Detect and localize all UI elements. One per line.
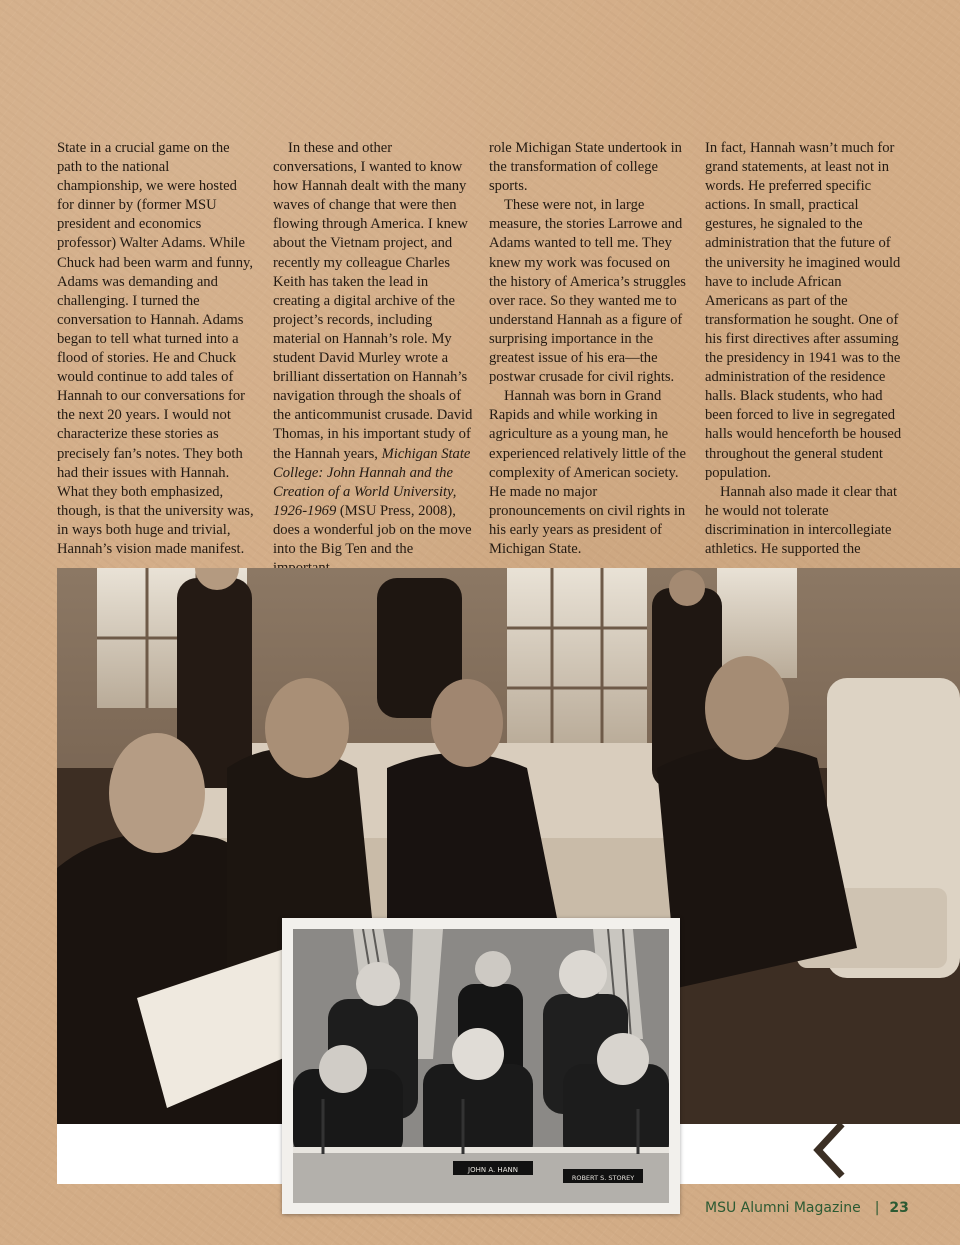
inset-photo-illustration: [293, 929, 669, 1203]
book-title: Michigan State College: John Hannah and the Creation of a World University, 1926-1969: [273, 445, 471, 519]
text-column-1: [57, 139, 257, 559]
paragraph: Hannah was born in Grand Rapids and while working in agriculture as a young man, he experienced relatively little of the complexity of American society. He made no major pronouncements on civil rights in his early years as president of Michigan State.: [489, 388, 686, 557]
paragraph-text: In these and other conversations, I wanted to know how Hannah dealt with the many waves of change that were then flowing through America. I knew about the Vietnam project, and recently my colleague Charles Keith has taken the lead in creating a digital archive of the project’s records, including material on Hannah’s role. My student David Murley wrote a brilliant dissertation on Hannah’s navigation through the shoals of the anticommunist crusade. David Thomas, in his important study of the Hannah years,: [273, 140, 473, 462]
nameplate-hannah: JOHN A. HANN: [468, 1166, 518, 1174]
nameplate-storey: ROBERT S. STOREY: [571, 1174, 635, 1182]
text-column-4: [705, 139, 905, 559]
paragraph: [273, 139, 473, 578]
paragraph: Hannah also made it clear that he would not tolerate discrimination in intercollegiate athletics. He supported the: [705, 483, 898, 557]
paragraph: role Michigan State undertook in the transformation of college sports.: [489, 140, 682, 195]
footer-separator: |: [874, 1200, 880, 1216]
paragraph: These were not, in large measure, the stories Larrowe and Adams wanted to tell me. They knew my work was focused on the history of America’s struggles over race. So they wanted me to understand Hannah as a figure of surprising importance in the greatest issue of his era—the postwar crusade for civil rights.: [489, 197, 686, 386]
magazine-name: MSU Alumni Magazine: [705, 1200, 861, 1216]
text-column-3: [489, 139, 689, 559]
inset-photo-image: [293, 929, 669, 1203]
paragraph-tail: (MSU Press, 2008), does a wonderful job on the move into the Big Ten and the: [273, 502, 472, 557]
page-number: 23: [889, 1200, 909, 1216]
text-column-2: [273, 139, 473, 578]
page-footer: [705, 1198, 909, 1218]
paragraph: State in a crucial game on the path to the national championship, we were hosted for dinner by (former MSU president and economics professor) Walter Adams. While Chuck had been warm and funny, Adams was demanding and challenging. I turned the conversation to Hannah. Adams began to tell what turned into a flood of stories. He and Chuck would continue to add tales of Hannah to our conversations for the next 20 years. I would not characterize these stories as precisely fan’s notes. They both had their issues with Hannah. What they both emphasized, though, is that the university was, in ways both huge and trivial, Hannah’s vision made manifest.: [57, 140, 254, 557]
inset-photo: [282, 918, 680, 1214]
paragraph: In fact, Hannah wasn’t much for grand statements, at least not in words. He preferred specific actions. In small, practical gestures, he signaled to the administration that the future of the university he imagined would have to include African Americans as part of the transformation he sought. One of his first directives after assuming the presidency in 1941 was to the administration of the residence halls. Black students, who had been forced to live in segregated halls would henceforth be housed throughout the general student population.: [705, 140, 902, 481]
chevron-left-icon: [808, 1120, 848, 1180]
